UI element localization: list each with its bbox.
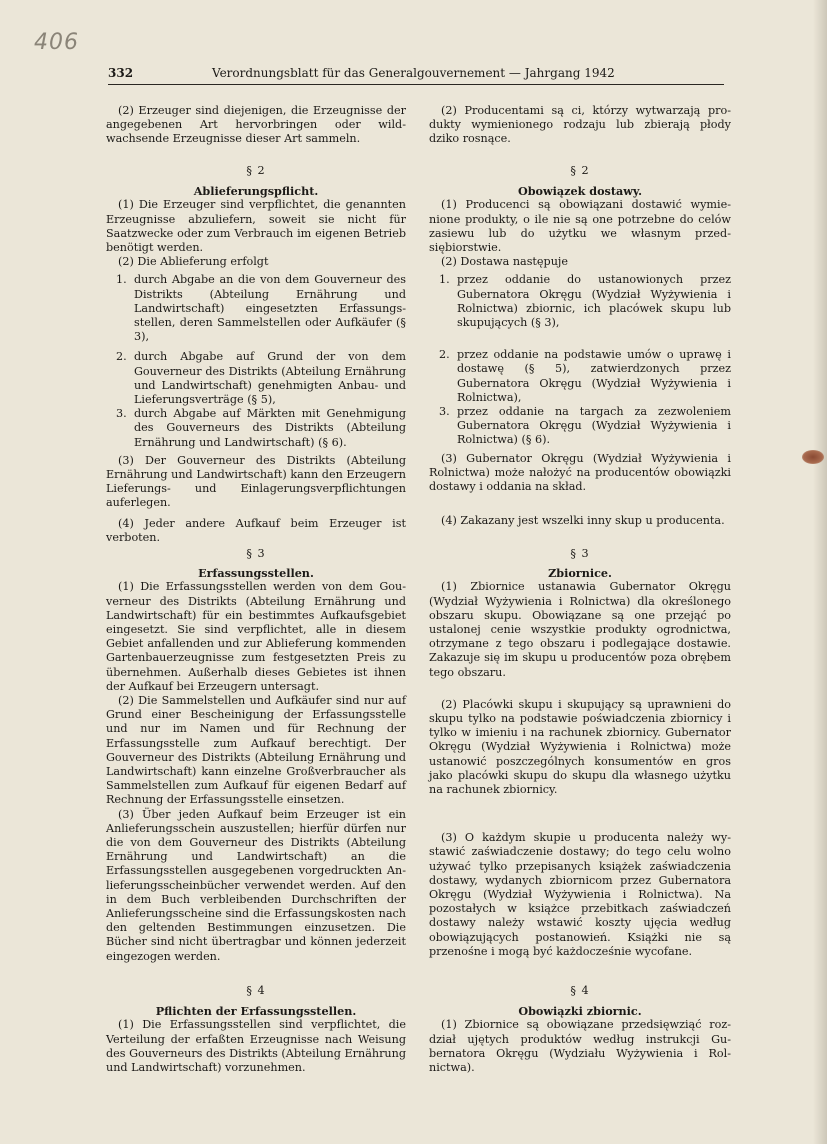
item-text: przez oddanie do ustanowionych przez Gubernatora Okręgu (Wydział Wyżywienia i Rolnictwa) zbiornic, ich placówek skupu lub skupujących (§ 3),	[457, 273, 731, 330]
polish-intro: (2) Producentami są ci, którzy wytwarzają produkty wymienionego rodzaju lub zbierają płody dziko rosnące.	[429, 104, 731, 146]
polish-s2-p3: (3) Gubernator Okręgu (Wydział Wyżywienia i Rolnictwa) może nałożyć na producentów obowiązki dostawy i oddania na skład.	[429, 451, 731, 494]
polish-s2-number: § 2	[570, 164, 590, 177]
polish-intro-block	[429, 104, 731, 147]
polish-s2-p4: (4) Zakazany jest wszelki inny skup u producenta.	[441, 514, 725, 528]
german-s2-item	[116, 273, 406, 344]
polish-section-2	[429, 164, 731, 528]
polish-s2-item	[439, 405, 731, 448]
page-edge-shadow	[813, 0, 827, 1144]
german-intro: (2) Erzeuger sind diejenigen, die Erzeugnisse der angegebenen Art hervorbringen oder wildwachsende Erzeugnisse dieser Art sammeln.	[106, 104, 406, 146]
german-s2-p4: (4) Jeder andere Aufkauf beim Erzeuger ist verboten.	[106, 516, 406, 544]
journal-title: Verordnungsblatt für das Generalgouvernement — Jahrgang 1942	[212, 66, 615, 80]
german-s4-heading: Pflichten der Erfassungsstellen.	[155, 1004, 357, 1019]
german-s4-number: § 4	[246, 984, 266, 997]
item-number: 3.	[439, 405, 450, 419]
header-rule	[108, 84, 724, 85]
german-s3-p2: (2) Die Sammelstellen und Aufkäufer sind nur auf Grund einer Bescheinigung der Erfassungsstelle und nur im Namen und für Rechnung der Erfassungsstelle zum Aufkauf berechtigt. Der Gouverneur des Distrikts (Abteilung Ernährung und Landwirtschaft) kann einzelne Großverbraucher als Sammelstellen zum Aufkauf für eigenen Bedarf auf Rechnung der Erfassungsstelle einsetzen.	[106, 694, 406, 807]
german-s2-item	[116, 407, 406, 450]
item-number: 1.	[116, 273, 127, 287]
german-s2-number: § 2	[246, 164, 266, 177]
polish-s3-p3: (3) O każdym skupie u producenta należy wystawić zaświadczenie dostawy; do tego celu wolno używać tylko przepisanych książek zaświadczenia dostawy, wydanych zbiornicom przez Gubernatora Okręgu (Wydział Wyżywienia i Rolnictwa). Na pozostałych w książce przebitkach zaświadczeń dostawy należy wstawić koszty ujęcia według obowiązujących postanowień. Książki nie są przenośne i mogą być każdocześnie wycofane.	[429, 831, 731, 958]
item-text: przez oddanie na targach za zezwoleniem Gubernatora Okręgu (Wydział Wyżywienia i Rolnictwa) (§ 6).	[457, 405, 731, 447]
running-header	[108, 66, 724, 80]
german-s3-p1: (1) Die Erfassungsstellen werden von dem Gouverneur des Distrikts (Abteilung Ernährung und Landwirtschaft) für ein bestimmtes Aufkaufsgebiet eingesetzt. Sie sind verpflichtet, alle in diesem Gebiet anfallenden und zur Ablieferung kommenden Gartenbauerzeugnisse zum festgesetzten Preis zu übernehmen. Außerhalb dieses Gebietes ist ihnen der Aufkauf bei Erzeugern untersagt.	[106, 580, 406, 693]
polish-s2-item	[439, 273, 731, 330]
polish-s4-number: § 4	[570, 984, 590, 997]
item-number: 2.	[439, 348, 450, 362]
polish-section-3	[429, 547, 731, 959]
polish-s3-p1: (1) Zbiornice ustanawia Gubernator Okręgu (Wydział Wyżywienia i Rolnictwa) dla określonego obszaru skupu. Obowiązane są one przejąć po ustalonej cenie wszystkie produkty ogrodnictwa, otrzymane z tego obszaru i podlegające dostawie. Zakazuje się im skupu u producentów poza obrębem tego obszaru.	[429, 580, 731, 679]
german-section-3	[106, 547, 406, 964]
polish-s2-p1: (1) Producenci są obowiązani dostawić wymienione produkty, o ile nie są one potrzebne do celów zasiewu lub do użytku we własnym przedsiębiorstwie.	[429, 198, 731, 255]
paper-stain	[802, 450, 824, 464]
polish-s2-heading: Obowiązek dostawy.	[517, 184, 643, 199]
german-section-2	[106, 164, 406, 545]
item-text: durch Abgabe an die von dem Gouverneur des Distrikts (Abteilung Ernährung und Landwirtschaft) eingesetzten Erfassungsstellen, deren Sammelstellen oder Aufkäufer (§ 3),	[134, 273, 406, 344]
german-s2-heading: Ablieferungspflicht.	[193, 184, 319, 199]
german-s4-p1: (1) Die Erfassungsstellen sind verpflichtet, die Verteilung der erfaßten Erzeugnisse nach Weisung des Gouverneurs des Distrikts (Abteilung Ernährung und Landwirtschaft) vorzunehmen.	[106, 1018, 406, 1075]
german-s3-heading: Erfassungsstellen.	[198, 566, 314, 581]
german-s2-p3: (3) Der Gouverneur des Distrikts (Abteilung Ernährung und Landwirtschaft) kann den Erzeugern Lieferungs- und Einlagerungsverpflichtungen auferlegen.	[106, 453, 406, 510]
item-number: 1.	[439, 273, 450, 287]
item-number: 2.	[116, 350, 127, 364]
german-s2-item	[116, 350, 406, 407]
item-text: durch Abgabe auf Grund der von dem Gouverneur des Distrikts (Abteilung Ernährung und Landwirtschaft) genehmigten Anbau- und Lieferungsverträge (§ 5),	[134, 350, 406, 407]
polish-section-4	[429, 984, 731, 1075]
polish-s2-item	[439, 348, 731, 405]
german-s3-number: § 3	[246, 547, 266, 560]
german-section-4	[106, 984, 406, 1075]
german-s2-p1: (1) Die Erzeuger sind verpflichtet, die genannten Erzeugnisse abzuliefern, soweit sie nicht für Saatzwecke oder zum Verbrauch im eigenen Betrieb benötigt werden.	[106, 198, 406, 255]
polish-s3-heading: Zbiornice.	[548, 566, 612, 581]
item-number: 3.	[116, 407, 127, 421]
polish-s3-number: § 3	[570, 547, 590, 560]
item-text: przez oddanie na podstawie umów o uprawę i dostawę (§ 5), zatwierdzonych przez Gubernatora Okręgu (Wydział Wyżywienia i Rolnictwa),	[457, 348, 731, 404]
german-intro-block	[106, 104, 406, 147]
polish-s4-heading: Obowiązki zbiornic.	[518, 1004, 642, 1019]
item-text: durch Abgabe auf Märkten mit Genehmigung des Gouverneurs des Distrikts (Abteilung Ernährung und Landwirtschaft) (§ 6).	[134, 407, 406, 449]
polish-s4-p1: (1) Zbiornice są obowiązane przedsięwziąć rozdział ujętych produktów według instrukcji Gubernatora Okręgu (Wydziału Wyżywienia i Rolnictwa).	[429, 1018, 731, 1075]
polish-s2-p2: (2) Dostawa następuje	[441, 255, 569, 269]
handwritten-page-mark: 406	[34, 30, 79, 55]
polish-s3-p2: (2) Placówki skupu i skupujący są uprawnieni do skupu tylko na podstawie poświadczenia zbiornicy i tylko w imieniu i na rachunek zbiornicy. Gubernator Okręgu (Wydział Wyżywienia i Rolnictwa) może ustanowić poszczególnych konsumentów en gros jako placówki skupu do skupu dla własnego użytku na rachunek zbiornicy.	[429, 697, 731, 797]
german-s3-p3: (3) Über jeden Aufkauf beim Erzeuger ist ein Anlieferungsschein auszustellen; hierfür dürfen nur die von dem Gouverneur des Distrikts (Abteilung Ernährung und Landwirtschaft) an die Erfassungsstellen ausgegebenen vorgedruckten Anlieferungsscheinbücher verwendet werden. Auf den in dem Buch verbleibenden Durchschriften der Anlieferungsscheine sind die Erfassungskosten nach den geltenden Bestimmungen einzusetzen. Die Bücher sind nicht übertragbar und können jederzeit eingezogen werden.	[106, 807, 406, 963]
page-number: 332	[108, 66, 134, 80]
german-s2-p2: (2) Die Ablieferung erfolgt	[118, 255, 269, 269]
